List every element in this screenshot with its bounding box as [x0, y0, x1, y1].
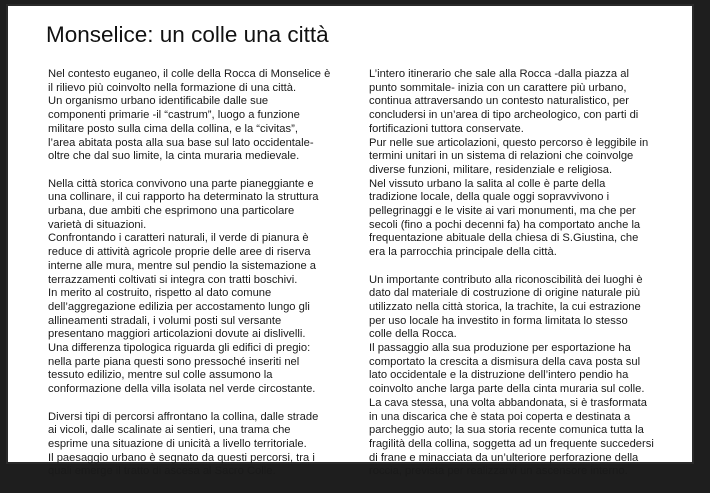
text-line: terrazzamenti coltivati si integra con tratti boschivi. [48, 273, 298, 286]
text-line: La cava stessa, una volta abbandonata, si è trasformata [369, 396, 647, 409]
text-line: di frane e minacciata da un’ulteriore perforazione della [369, 451, 639, 464]
text-line: termini unitari in un sistema di relazioni che coinvolge [369, 150, 634, 163]
text-line: parcheggio auto; la sua storia recente comunica tutta la [369, 424, 644, 437]
text-line: interne alle mura, mentre sul pendio la sistemazione a [48, 259, 317, 272]
text-line: conformazione della villa isolata nel verde circostante. [48, 383, 316, 396]
text-line: presentano maggiori articolazioni dovute ai dislivelli. [48, 328, 306, 341]
text-line: nella parte piana questi sono pressoché inseriti nel [48, 355, 300, 368]
text-line: continua attraversando un contesto naturalistico, per [369, 95, 629, 108]
text-line: roccia, prevista per realizzarvi un ascensore interno. [369, 465, 628, 478]
text-line: secoli (fino a pochi decenni fa) ha comportato anche la [369, 218, 641, 231]
right-paragraph [369, 274, 669, 480]
text-line: oltre che dal suo limite, la cinta muraria medievale. [48, 150, 300, 163]
text-line: utilizzato nella città storica, la trachite, la cui estrazione [369, 300, 641, 313]
text-line: tessuto edilizio, mentre sul colle assumono la [48, 369, 273, 382]
text-line: l’area abitata posta alla sua base sul lato occidentale- [48, 136, 314, 149]
text-line: pellegrinaggi e le visite ai vari monumenti, ma che per [369, 205, 636, 218]
left-paragraph [48, 178, 342, 397]
text-line: una collinare, il cui rapporto ha determinato la struttura [48, 191, 319, 204]
text-line: Pur nelle sue articolazioni, questo percorso è leggibile in [369, 136, 649, 149]
text-line: In merito al costruito, rispetto al dato comune [48, 287, 272, 300]
text-line: militare posto sulla cima della collina, e la “civitas”, [48, 122, 298, 135]
text-line: esprime una situazione di unicità a livello territoriale. [48, 437, 307, 450]
text-line: coinvolto anche larga parte della cinta muraria sul colle. [369, 383, 645, 396]
text-line: Una differenza tipologica riguarda gli edifici di pregio: [48, 342, 311, 355]
left-paragraph [48, 411, 342, 480]
text-line: ai vicoli, dalle scalinate ai sentieri, una trama che [48, 424, 291, 437]
text-line: colle della Rocca. [369, 328, 457, 341]
page-title: Monselice: un colle una città [46, 22, 329, 47]
text-line: fortificazioni tuttora conservate. [369, 122, 524, 135]
text-line: tradizione locale, della quale oggi sopravvivono i [369, 191, 610, 204]
text-line: Nel contesto euganeo, il colle della Rocca di Monselice è [48, 68, 331, 80]
text-line: Il passaggio alla sua produzione per esportazione ha [369, 342, 631, 355]
text-line: Un importante contributo alla riconoscibilità dei luoghi è [369, 273, 643, 286]
text-line: lato occidentale e la distruzione dell’intero pendio ha [369, 369, 629, 382]
text-line: frequentazione abituale della chiesa di S.Giustina, che [369, 232, 639, 245]
text-line: per uso locale ha investito in forma limitata lo stesso [369, 314, 628, 327]
text-line: Nel vissuto urbano la salita al colle è parte della [369, 177, 606, 190]
text-line: Il paesaggio urbano è segnato da questi percorsi, tra i [48, 451, 315, 464]
text-line: diverse funzioni, militare, residenziale e religiosa. [369, 163, 613, 176]
text-line: era la parrocchia principale della città. [369, 246, 557, 259]
text-line: varietà di situazioni. [48, 218, 147, 231]
left-paragraph [48, 68, 342, 164]
text-line: urbana, due ambiti che esprimono una particolare [48, 205, 295, 218]
right-paragraph [369, 68, 669, 260]
text-line: Diversi tipi di percorsi affrontano la collina, dalle strade [48, 410, 319, 423]
text-line: punto sommitale- inizia con un carattere più urbano, [369, 81, 627, 94]
text-line: fragilità della collina, soggetta ad un frequente succedersi [369, 437, 654, 450]
document-page [6, 4, 694, 478]
text-line: il rilievo più coinvolto nella formazione di una città. [48, 81, 297, 94]
right-text-column [369, 68, 669, 493]
text-line: concludersi in un’area di tipo archeologico, con parti di [369, 109, 639, 122]
text-line: quali emerge il tratto di ascesa al Sacro Colle. [48, 465, 276, 478]
left-text-column [48, 68, 342, 493]
text-line: dell’aggregazione edilizia per accostamento lungo gli [48, 300, 310, 313]
text-line: L’intero itinerario che sale alla Rocca -dalla piazza al [369, 68, 629, 80]
text-line: Confrontando i caratteri naturali, il verde di pianura è [48, 232, 309, 245]
text-line: reduce di attività agricole proprie delle aree di riserva [48, 246, 311, 259]
text-line: dato dal materiale di costruzione di origine naturale più [369, 287, 641, 300]
text-line: componenti primarie -il “castrum”, luogo a funzione [48, 109, 300, 122]
text-line: comportato la crescita a dismisura della cava posta sul [369, 355, 641, 368]
text-line: in una discarica che è stata poi coperta e destinata a [369, 410, 631, 423]
text-line: Un organismo urbano identificabile dalle sue [48, 95, 269, 108]
text-line: allineamenti stradali, i volumi posti sul versante [48, 314, 282, 327]
text-line: Nella città storica convivono una parte pianeggiante e [48, 177, 314, 190]
